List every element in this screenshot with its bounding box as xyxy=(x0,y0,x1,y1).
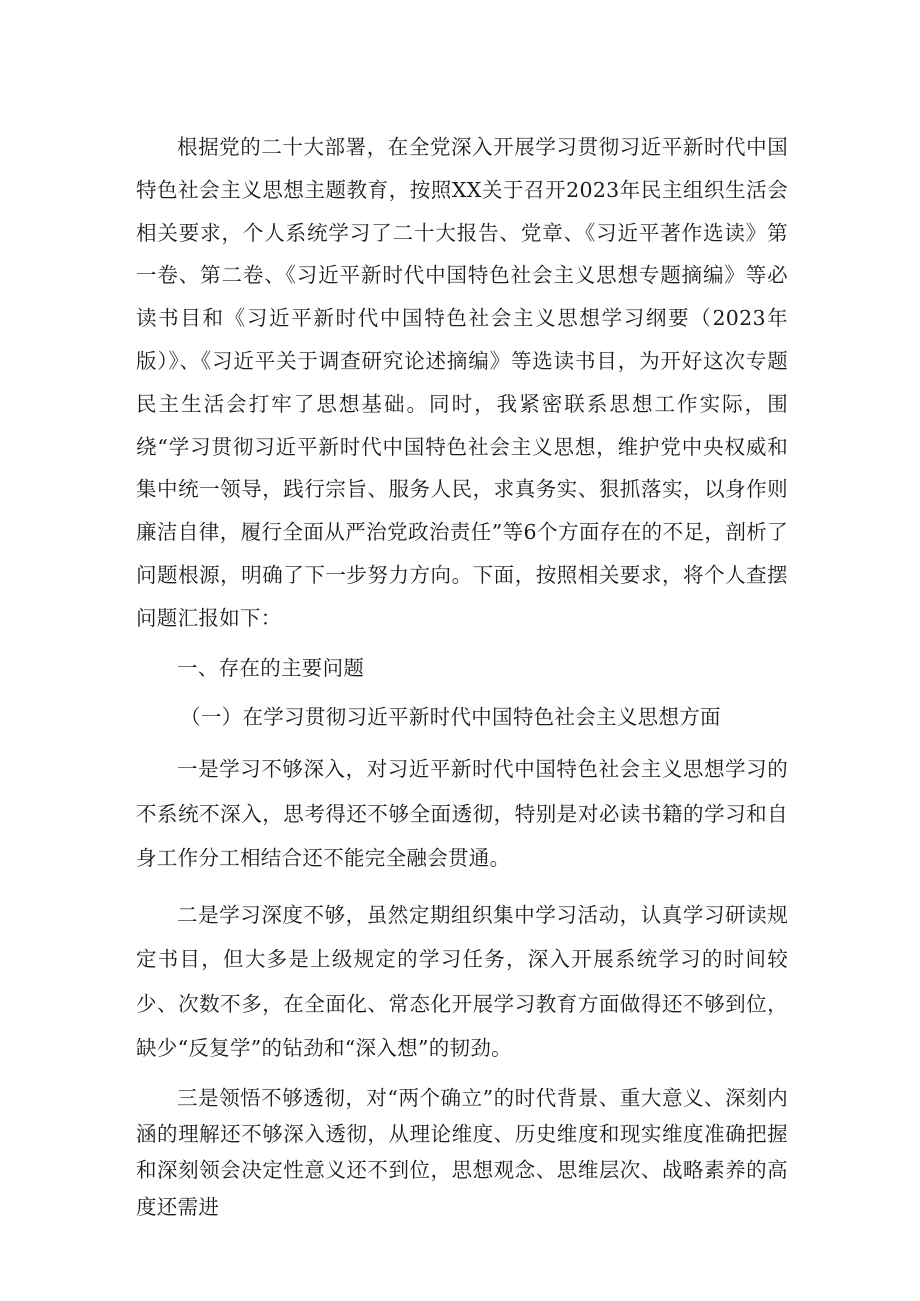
intro-paragraph: 根据党的二十大部署，在全党深入开展学习贯彻习近平新时代中国特色社会主义思想主题教育，按照XX关于召开2023年民主组织生活会相关要求，个人系统学习了二十大报告、党章、《习近平著作选读》第一卷、第二卷、《习近平新时代中国特色社会主义思想专题摘编》等必读书目和《习近平新时代中国特色社会主义思想学习纲要（2023年版）》、《习近平关于调查研究论述摘编》等选读书目，为开好这次专题民主生活会打牢了思想基础。同时，我紧密联系思想工作实际，围绕“学习贯彻习近平新时代中国特色社会主义思想，维护党中央权威和集中统一领导，践行宗旨、服务人民，求真务实、狠抓落实，以身作则廉洁自律，履行全面从严治党政治责任”等6个方面存在的不足，剖析了问题根源，明确了下一步努力方向。下面，按照相关要求，将个人查摆问题汇报如下： xyxy=(136,135,788,630)
subsection-heading: （一）在学习贯彻习近平新时代中国特色社会主义思想方面 xyxy=(180,705,721,729)
point-one-paragraph: 一是学习不够深入，对习近平新时代中国特色社会主义思想学习的不系统不深入，思考得还不够全面透彻，特别是对必读书籍的学习和自身工作分工相结合还不能完全融会贯通。 xyxy=(136,757,788,870)
point-two-paragraph: 二是学习深度不够，虽然定期组织集中学习活动，认真学习研读规定书目，但大多是上级规定的学习任务，深入开展系统学习的时间较少、次数不多，在全面化、常态化开展学习教育方面做得还不够到位，缺少“反复学”的钻劲和“深入想”的韧劲。 xyxy=(136,903,788,1060)
section-heading: 一、存在的主要问题 xyxy=(177,656,365,680)
point-three-paragraph: 三是领悟不够透彻，对“两个确立”的时代背景、重大意义、深刻内涵的理解还不够深入透彻，从理论维度、历史维度和现实维度准确把握和深刻领会决定性意义还不到位，思想观念、思维层次、战略素养的高度还需进 xyxy=(136,1086,788,1219)
